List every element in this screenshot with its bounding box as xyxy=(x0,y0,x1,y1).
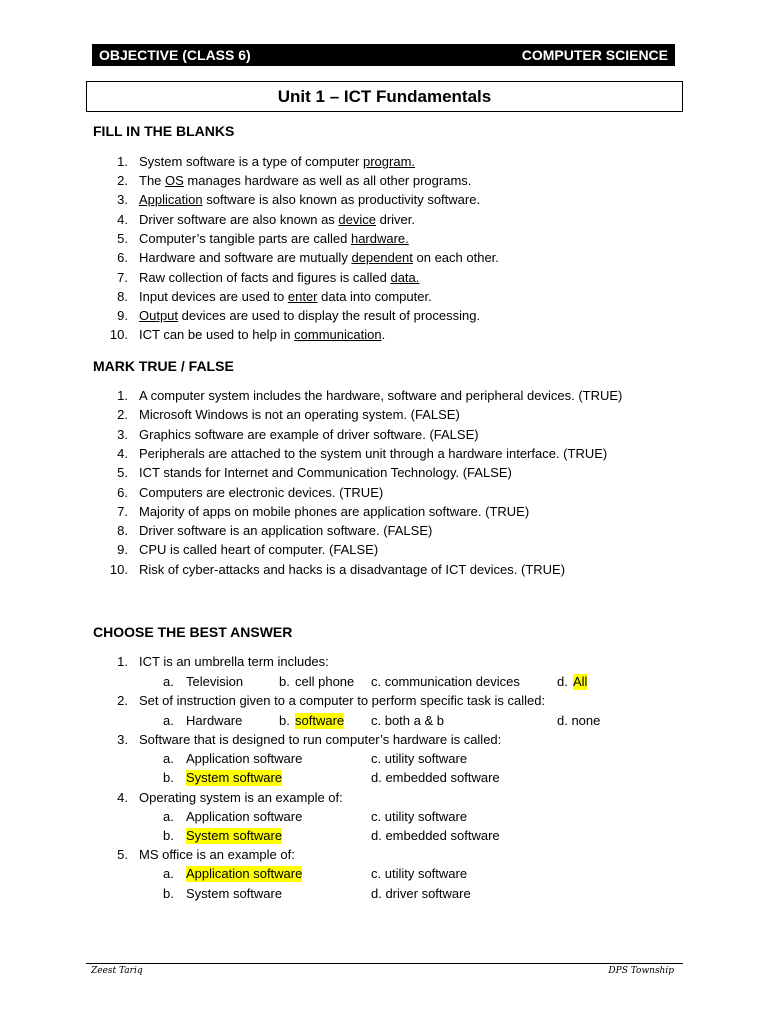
fill-blanks-heading: FILL IN THE BLANKS xyxy=(93,123,235,139)
answer: program. xyxy=(362,154,416,169)
option: cell phone xyxy=(295,674,355,689)
option: d. embedded software xyxy=(371,770,500,785)
answer: OS xyxy=(165,173,184,188)
footer-author: Zeest Tariq xyxy=(91,966,143,976)
answer: data. xyxy=(390,270,420,285)
option: Application software xyxy=(186,809,303,824)
option: d. embedded software xyxy=(371,828,500,843)
unit-title: Unit 1 – ICT Fundamentals xyxy=(277,86,492,106)
option: Television xyxy=(186,674,244,689)
footer-divider xyxy=(86,963,683,964)
option: c. utility software xyxy=(371,751,468,766)
header-right-label: COMPUTER SCIENCE xyxy=(521,47,668,63)
unit-title-box xyxy=(86,81,683,112)
correct-option: All xyxy=(573,674,588,689)
mcq-heading: CHOOSE THE BEST ANSWER xyxy=(93,624,293,640)
answer: Application xyxy=(139,192,203,207)
answer: enter xyxy=(287,289,318,304)
answer: hardware. xyxy=(350,231,409,246)
correct-option: System software xyxy=(186,828,283,843)
option: System software xyxy=(186,886,283,901)
true-false-heading: MARK TRUE / FALSE xyxy=(93,358,234,374)
option: c. both a & b xyxy=(371,713,444,728)
correct-option: System software xyxy=(186,770,283,785)
option: Hardware xyxy=(186,713,243,728)
correct-option: Application software xyxy=(186,866,303,881)
option: d. none xyxy=(557,713,601,728)
answer: Output xyxy=(139,308,179,323)
answer: dependent xyxy=(351,250,413,265)
header-left-label: OBJECTIVE (CLASS 6) xyxy=(99,47,251,63)
option: c. utility software xyxy=(371,809,468,824)
option: c. utility software xyxy=(371,866,468,881)
footer-school: DPS Township xyxy=(608,966,674,976)
correct-option: software xyxy=(295,713,345,728)
option: Application software xyxy=(186,751,303,766)
option: d. driver software xyxy=(371,886,471,901)
answer: communication xyxy=(294,327,382,342)
page-header-bar xyxy=(92,44,675,66)
answer: device xyxy=(338,212,376,227)
option: c. communication devices xyxy=(371,674,520,689)
